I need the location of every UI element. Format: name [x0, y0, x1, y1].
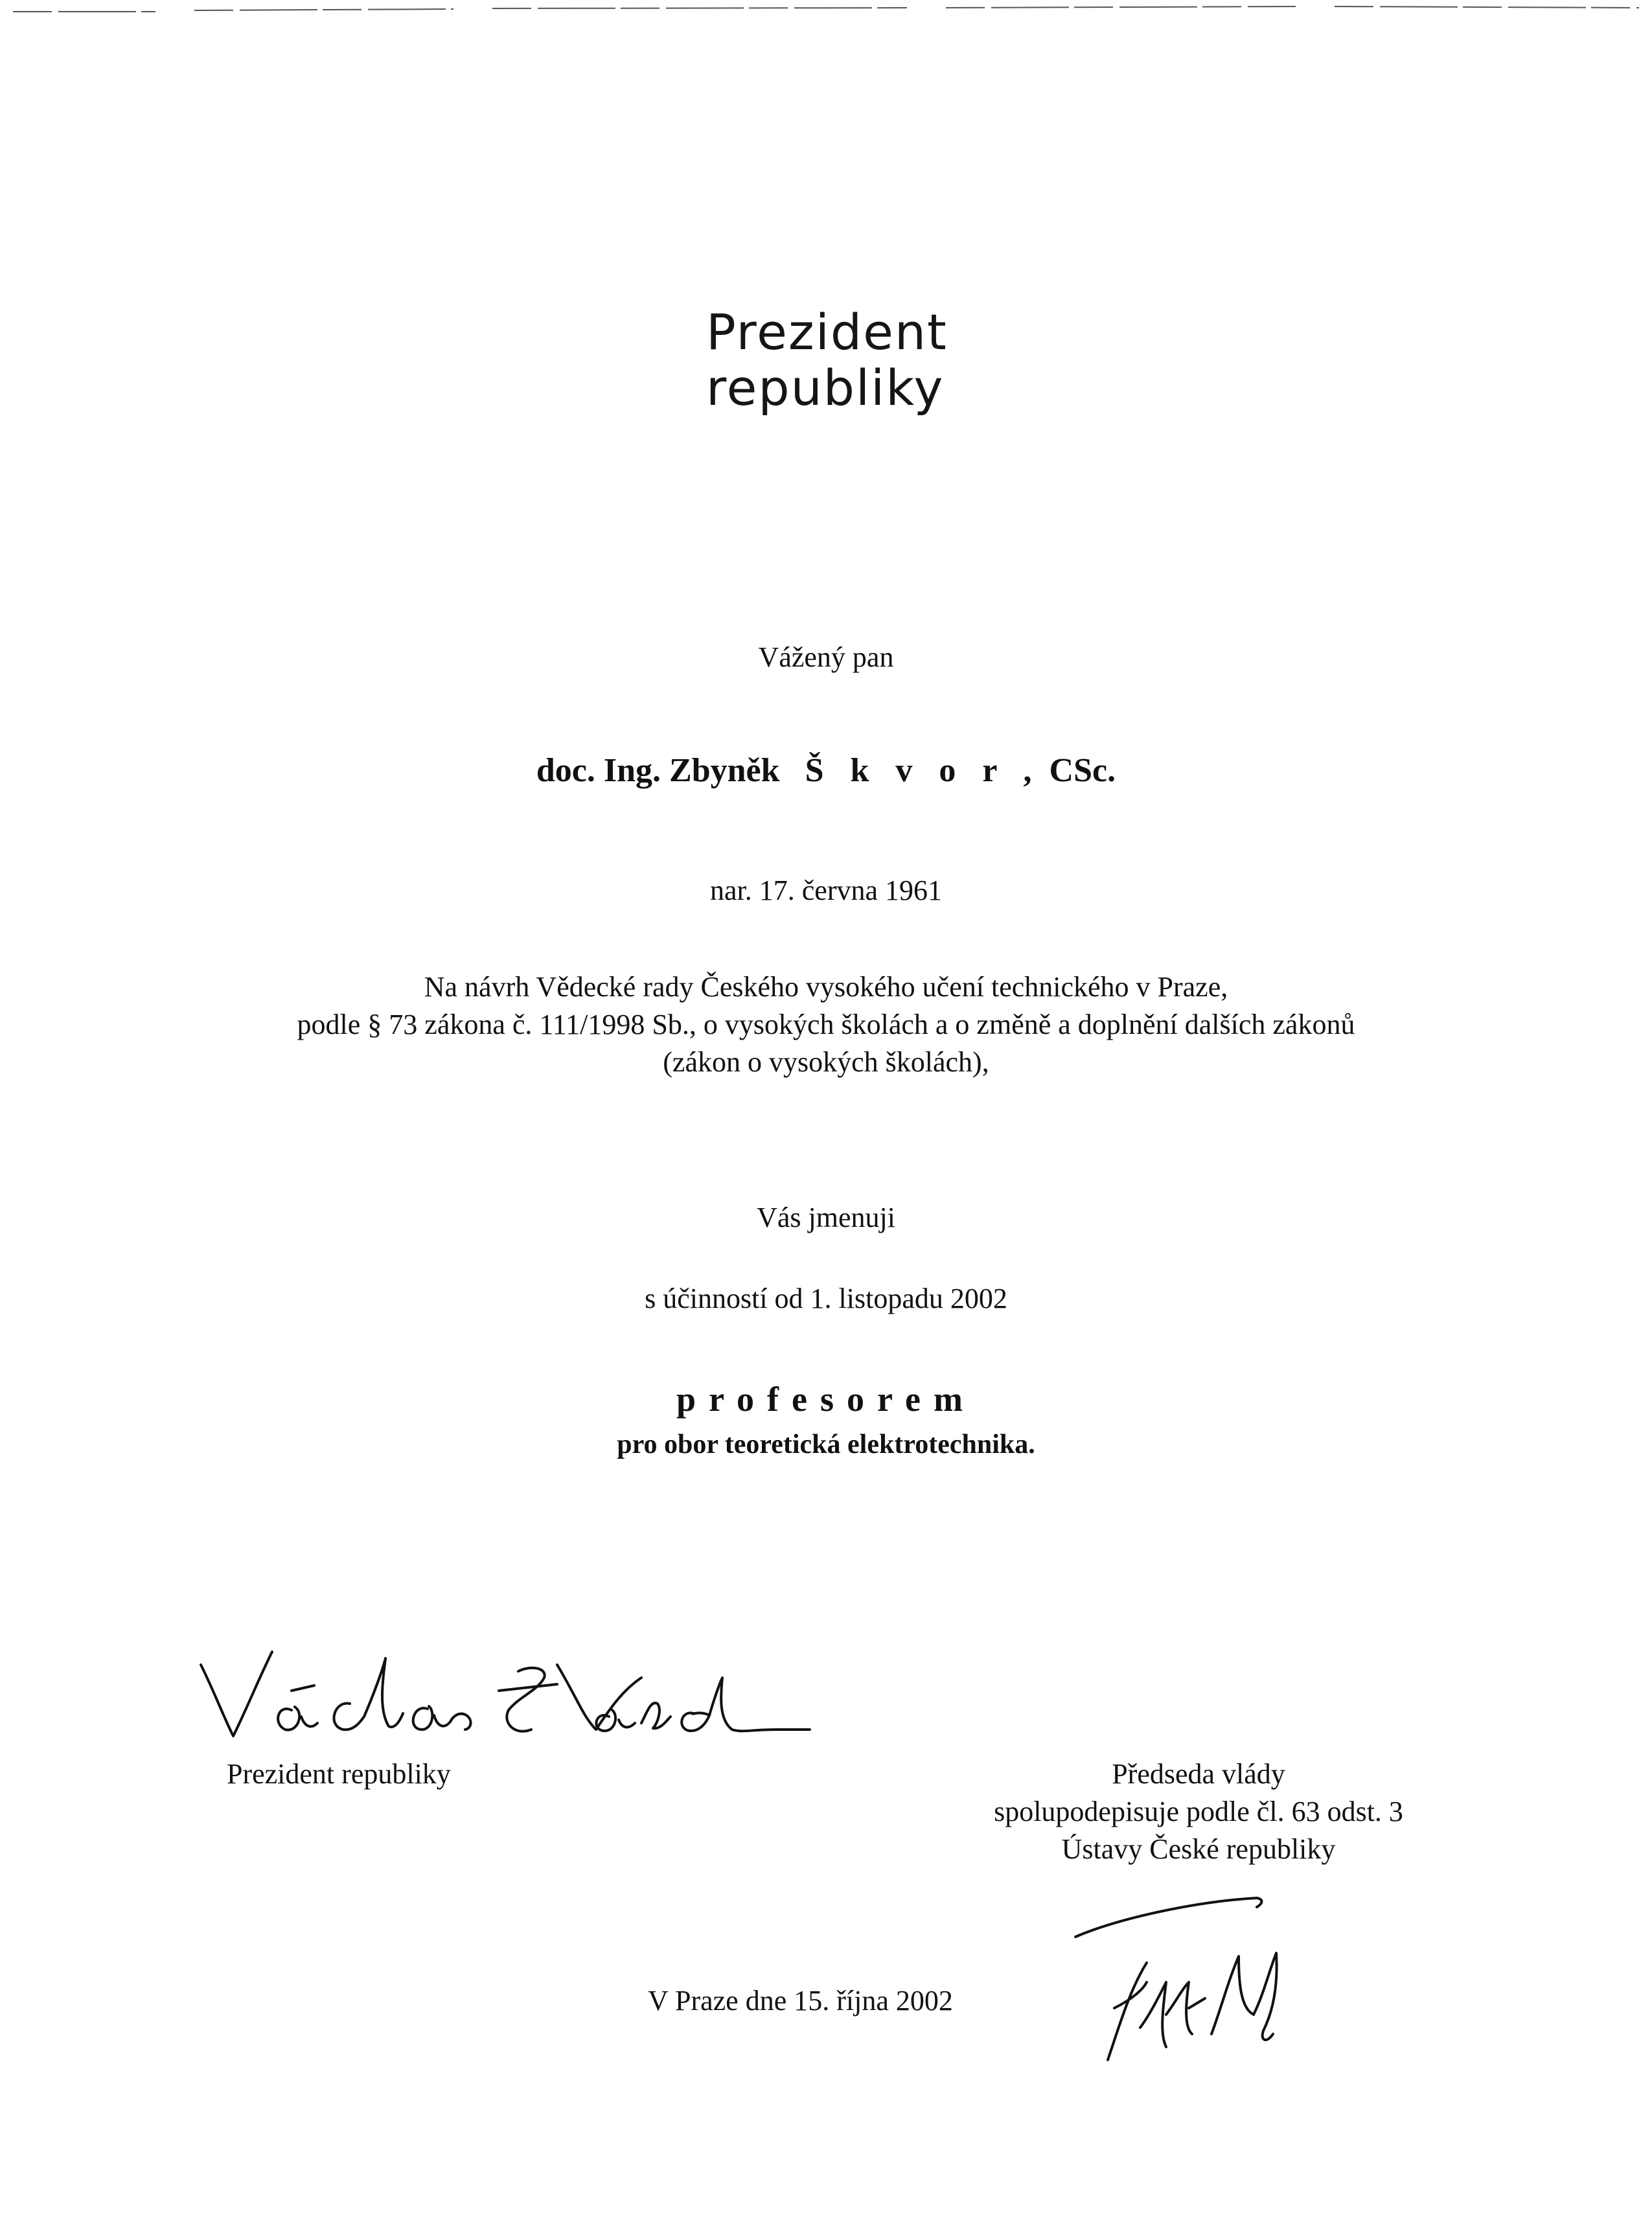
appointment-text: Vás jmenuji: [757, 1202, 895, 1233]
recipient-surname: Š k v o r ,: [805, 752, 1041, 789]
recipient-suffix: CSc.: [1049, 752, 1116, 789]
president-signature: [194, 1639, 816, 1755]
pm-cosign-text: spolupodepisuje podle čl. 63 odst. 3: [994, 1796, 1403, 1827]
president-label: Prezident republiky: [227, 1758, 451, 1790]
effective-date: s účinností od 1. listopadu 2002: [645, 1283, 1007, 1314]
pm-title: Předseda vlády: [1112, 1758, 1285, 1790]
legal-basis-line-3: (zákon o vysokých školách),: [663, 1046, 989, 1078]
legal-basis-line-2: podle § 73 zákona č. 111/1998 Sb., o vysokých školách a o změně a doplnění dalších zákonů: [297, 1009, 1355, 1040]
pm-constitution-text: Ústavy České republiky: [1061, 1833, 1336, 1865]
prime-minister-signature: [1069, 1891, 1315, 2086]
salutation: Vážený pan: [758, 641, 894, 673]
document-header: [706, 304, 1160, 416]
legal-basis-line-1: Na návrh Vědecké rady Českého vysokého učení technického v Praze,: [424, 971, 1228, 1003]
legal-basis: [0, 968, 1652, 1081]
recipient-name: [0, 751, 1652, 790]
prime-minister-block: [907, 1755, 1490, 1868]
header-title-line-2: republiky: [706, 359, 945, 417]
scan-edge-line: [0, 0, 1652, 19]
rank-title: profesorem: [676, 1380, 976, 1419]
place-and-date: V Praze dne 15. října 2002: [648, 1985, 953, 2017]
header-title-line-1: Prezident: [706, 303, 948, 361]
birth-date: nar. 17. června 1961: [710, 874, 942, 906]
field-of-study: pro obor teoretická elektrotechnika.: [617, 1430, 1035, 1459]
recipient-prefix: doc. Ing. Zbyněk: [536, 752, 780, 789]
